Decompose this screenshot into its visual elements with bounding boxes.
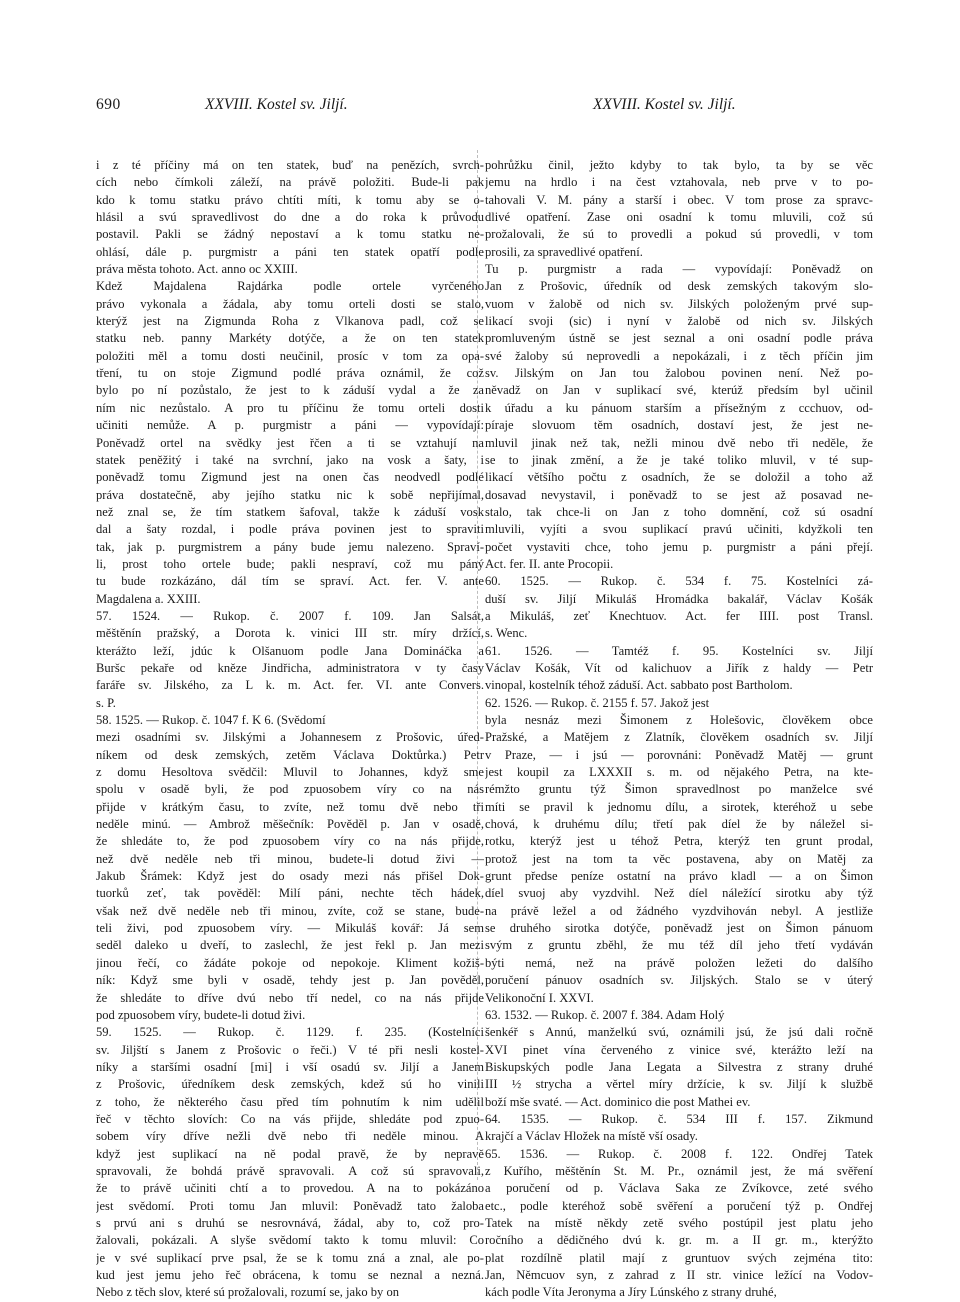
- text-line: likací většího počtu z osadních, že se doložil a toho až: [485, 470, 873, 485]
- text-line: Pražské, a Matějem z Zlatník, člověkem osadních sv. Jiljí: [485, 730, 873, 745]
- text-line: plat rozdílně platil mají z gruntuov svých zejména tito:: [485, 1250, 873, 1265]
- text-line: se druhého sirotka dotýče, poněvadž jest on Šimon pánuom: [485, 921, 873, 936]
- text-line: 59. 1525. — Rukop. č. 1129. f. 235. (Kostelníci: [96, 1025, 484, 1040]
- right-text-column: [485, 157, 873, 1302]
- text-line: likací svoji (sic) i nyní v žalobě od nich sv. Jilských: [485, 314, 873, 329]
- text-line: poněvadž tomu Zigmund jest na onen čas neodvedl podlé: [96, 470, 484, 485]
- text-line: Nebo z těch slov, které sú prožalovali, rozumí se, jako by on: [96, 1285, 400, 1300]
- text-line: 60. 1525. — Rukop. č. 534 f. 75. Kostelníci zá-: [485, 574, 873, 589]
- text-line: kterýž jest na Zigmunda Roha z Vlkanova padl, což se: [96, 314, 484, 329]
- text-line: práva města tohoto. Act. anno oc XXIII.: [96, 262, 298, 277]
- text-line: žalovali, pokázali. A slyše svědomí takto k tomu mluvil: Co: [96, 1233, 484, 1248]
- text-line: práva dostatečně, aby jejího statku nic k sobě nepřijímal,: [96, 487, 484, 502]
- text-line: jest koupil za LXXXII s. m. od nějakého Petra, na kte-: [485, 765, 873, 780]
- text-line: své žaloby sú neprovedli a nepokázali, i z těch příčin jim: [485, 348, 873, 363]
- text-line: 63. 1532. — Rukop. č. 2007 f. 384. Adam Holý: [485, 1007, 725, 1022]
- text-line: pod zpuosobem víry, budete-li dotud živi.: [96, 1007, 306, 1022]
- text-line: rémžto gruntu týž Šimon spravedlnost po manželce své: [485, 782, 873, 797]
- text-line: spravovali, že bohdá právě spravovali. A což sú spravovali,: [96, 1163, 484, 1178]
- text-line: sv. Jiljští s Janem z Prošovic o řeči.) V té při nesli kostel-: [96, 1042, 484, 1057]
- text-line: Jakub Šrámek: Když jest do osady mezi nás přišel Dok-: [96, 869, 484, 884]
- text-line: býti nemá, než na právě položen ležeti do dalšího: [485, 955, 873, 970]
- text-line: položiti měl a tomu dosti neučinil, prosíc v tom za opa-: [96, 348, 484, 363]
- text-line: jemu na hrdlo i na čest vztahovala, neb prve v to po-: [485, 175, 873, 190]
- text-line: šenkéř s Annú, manželkú svú, oznámili jsú, že jsú dali ročně: [485, 1025, 873, 1040]
- text-line: v Praze, — i jsú — porovnáni: Poněvadž Matěj — grunt: [485, 747, 873, 762]
- running-title-left: XXVIII. Kostel sv. Jiljí.: [205, 96, 348, 113]
- text-line: statku neb. panny Markéty dotýče, a že on ten statek: [96, 331, 484, 346]
- text-line: promluveným ústně se jest seznal a oni osadní podle práva: [485, 331, 873, 346]
- text-line: jinou řečí, co žádáte pokoje od nepokoje. Kliment kožiš-: [96, 955, 484, 970]
- text-line: stalo, tak chce-li on Jan z toho domnění, což sú osadní: [485, 504, 873, 519]
- text-line: se to jinak změní, a že je také toliko mluvil, v té sup-: [485, 452, 873, 467]
- text-line: vuom v žalobě od nich sv. Jilských položeným prvé sup-: [485, 296, 873, 311]
- text-line: míti se pravil k jednomu dílu, a sirotek, kteréhož u sebe: [485, 799, 873, 814]
- text-line: tření, tu on stoje Zigmund podlé práva oznámil, že což: [96, 366, 484, 381]
- text-line: právo vykonala a žádala, aby tomu orteli dosti se stalo,: [96, 296, 484, 311]
- text-line: Tu p. purgmistr a rada — vypovídají: Poněvadž on: [485, 262, 873, 277]
- text-line: jest svědomí. Proti tomu Jan mluvil: Poněvadž tato žaloba: [96, 1198, 484, 1213]
- text-line: z toho, že některého času před tím pohnutím k nim udělil: [96, 1094, 484, 1109]
- text-line: byla nesnáz mezi Šimonem z Holešovic, člověkem obce: [485, 713, 873, 727]
- text-line: s prvú ani s druhú se nesrovnává, žádal, aby to, což pro-: [96, 1215, 484, 1230]
- text-line: počet vystaviti chce, toho jemu p. purgmistr a páni přejí.: [485, 539, 873, 554]
- text-line: hlásil a svú spravedlivost do dne a do roka k průvodu: [96, 210, 484, 225]
- text-line: sobem víry dříve nežli dvě nebo tři neděle minou. A: [96, 1129, 484, 1144]
- text-line: faráře sv. Jilského, za L k. m. Act. fer. VI. ante Convers.: [96, 678, 484, 693]
- text-line: že shledáte to dříve dvú nebo tří nedel, co na nás přijde: [96, 990, 484, 1005]
- text-line: z Prošovic, úředníkem desk zemských, kdež sú ho vinili: [96, 1077, 484, 1092]
- page-number: 690: [96, 96, 121, 113]
- text-line: Poněvadž ortel na svědky jest řčen a ti se vztahují na: [96, 435, 484, 450]
- text-line: díel svuoj aby vyzdvihl. Než díel náležící sirotku aby týž: [485, 886, 873, 901]
- text-line: Jan z Prošovic, úředník od desk zemských takovým slo-: [485, 279, 873, 294]
- text-line: je v své suplikací prve psal, že se k tomu zná a znal, ale po-: [96, 1250, 484, 1265]
- text-line: dal a šaty rozdal, i podle práva povinen jest to spraviti: [96, 522, 484, 537]
- text-line: než znal se, že tím statkem šafoval, takže k záduší vosk: [96, 504, 484, 519]
- text-line: kách podle Víta Jeronyma a Jíry Lúnského z strany druhé,: [485, 1285, 777, 1300]
- text-line: kud jest jemu jeho řeč obrácena, k tomu se neznal a nezná.: [96, 1268, 484, 1282]
- text-line: mluvil jinak než tak, nežli minou dvě nebo tři neděle, že: [485, 435, 873, 450]
- text-line: svým z gruntu zběhl, že mu též díl jeho třetí vydáván: [485, 938, 873, 953]
- text-line: li, prost toho ortele bude; pakli nespraví, což mu páný: [96, 556, 484, 571]
- text-line: Magdalena a. XXIII.: [96, 591, 201, 606]
- text-line: prosili, za spravedlivé opatření.: [485, 244, 643, 259]
- text-line: prožalovali, že sú to provedli a pokud sú provedli, v tom: [485, 227, 873, 242]
- text-line: 61. 1526. — Tamtéž f. 95. Kostelníci sv. Jiljí: [485, 643, 873, 658]
- text-line: bylo po ní pozůstalo, že jest to k záduší vydal a že za: [96, 383, 484, 398]
- text-line: grunt předse peníze ostatní na právo kladl — a on Šimon: [485, 869, 873, 884]
- text-line: že shledáte to, že pod zpuosobem víry co na nás přijde,: [96, 834, 484, 849]
- text-line: teli živi, pod zpuosobem víry. — Mikuláš kovář: Já sem: [96, 921, 484, 936]
- text-line: 62. 1526. — Rukop. č. 2155 f. 57. Jakož jest: [485, 695, 710, 710]
- text-line: etc., podle kteréhož sobě svěření a poručení týž p. Ondřej: [485, 1198, 873, 1213]
- text-line: postavil. Pakli se žádný nepostaví a k tomu statku ne-: [96, 227, 484, 242]
- text-line: Václav Košák, Vít od kalichuov a Jiřík z haldy — Petr: [485, 660, 873, 675]
- text-line: ohlásí, dále p. purgmistr a páni ten statek opatří podle: [96, 244, 484, 259]
- text-line: protož jest na tom ta věc postavena, aby on Matěj za: [485, 851, 873, 866]
- text-line: Tatek na místě někdy zetě svého postúpil jest platu jeho: [485, 1215, 873, 1230]
- text-line: mluvili, vyjíti a svou suplikací pravú učiniti, kdyžkoli ten: [485, 522, 873, 537]
- text-line: měštěnín pražský, a Dorota k. vinici III str. míry držící,: [96, 626, 484, 641]
- text-line: 65. 1536. — Rukop. č. 2008 f. 122. Ondřej Tatek: [485, 1146, 873, 1161]
- text-line: sv. Jilským on Jan tou žalobou povinen není. Než po-: [485, 366, 873, 381]
- text-line: níky a staršími osadní [mi] i vší osadú sv. Jiljí a Janem: [96, 1059, 484, 1074]
- text-line: cích nebo čímkoli záleží, na právě položiti. Bude-li pak: [96, 175, 484, 190]
- text-line: 57. 1524. — Rukop. č. 2007 f. 109. Jan Salsát,: [96, 608, 484, 623]
- text-line: III ½ strycha a věrtel míry držície, k sv. Jiljí k službě: [485, 1077, 873, 1092]
- text-line: i z té příčiny má on ten statek, buď na penězích, svrch-: [96, 158, 484, 172]
- text-line: chová, k druhému dílu; třetí pak díel že by náležel si-: [485, 817, 873, 832]
- text-line: boží mše svaté. — Act. dominico die post Mathei ev.: [485, 1094, 751, 1109]
- text-line: než dvě neděle neb tři minou, budete-li dotud živi —: [96, 851, 484, 866]
- text-line: rotku, kterýž jest u téhož Petra, kterýž ten grunt prodal,: [485, 834, 873, 849]
- text-line: 64. 1535. — Rukop. č. 534 III f. 157. Zikmund: [485, 1111, 873, 1126]
- text-line: s. Wenc.: [485, 626, 528, 641]
- text-line: z Kuřího, měštěnín St. M. Pr., oznámil jest, že má svěření: [485, 1163, 873, 1178]
- text-line: seděl daleko u dveří, to zaslechl, že jest řekl p. Jan mezi: [96, 938, 484, 953]
- text-line: statek peněžitý i také na svrchní, jako na vosk a šaty, i: [96, 452, 484, 467]
- text-line: kdo k tomu statku právo chtíti míti, k tomu aby se o-: [96, 192, 484, 207]
- text-line: dosavad nevystavil, i poněvadž to se jest až posavad ne-: [485, 487, 873, 502]
- text-line: Velikonoční I. XXVI.: [485, 990, 594, 1005]
- text-line: Kdež Majdalena Rajdárka podle ortele vyrčeného: [96, 279, 484, 294]
- text-line: mezi osadními sv. Jilskými a Johannesem z Prošovic, úřed-: [96, 730, 484, 745]
- text-line: a Mikuláš, zeť Knechtuov. Act. fer IIII. post Transl.: [485, 608, 873, 623]
- running-title-right: XXVIII. Kostel sv. Jiljí.: [593, 96, 736, 113]
- text-line: poručení pánuov osadních sv. Jiljských. Stalo se v úterý: [485, 973, 873, 988]
- text-line: ročního a dědičného dvú k. gr. m. a II gr. m., kterýžto: [485, 1233, 873, 1248]
- text-line: tu bude rozkázáno, dál tím se spraví. Act. fer. V. ante: [96, 574, 484, 589]
- text-line: Jan, Němcuov syn, z zahrad z II str. vinice ležící na Vodov-: [485, 1268, 873, 1282]
- text-line: učiniti nemůže. A p. purgmistr a páni — vypovídají:: [96, 418, 484, 433]
- text-line: z domu Hesoltova svědčil: Mluvil to Johannes, když sme: [96, 765, 484, 780]
- text-line: dlivé opatření. Zase oni osadní k tomu mluvili, což sú: [485, 210, 873, 225]
- text-line: kterážto leží, jdúc k Olšanuom podle Jana Domináčka a: [96, 643, 484, 658]
- text-line: krajčí a Václav Hložek na místě vší osady.: [485, 1129, 698, 1144]
- text-line: níkem od desk zemských, zetěm Václava Doktůrka.) Petr: [96, 747, 484, 762]
- text-line: vinopal, kostelník téhož záduší. Act. sabbato post Bartholom.: [485, 678, 793, 693]
- text-line: Act. fer. II. ante Procopii.: [485, 556, 614, 571]
- text-line: tahovali V. M. pány a starší i obec. V tom prose za spravc-: [485, 192, 873, 207]
- text-line: když jest suplikací na ně podal pravě, že by nepravě: [96, 1146, 484, 1161]
- text-line: pohrůžku činil, ježto kdyby to tak bylo, ta by se věc: [485, 158, 873, 172]
- text-line: XVI pinet vína červeného z vinice své, kterážto leží na: [485, 1042, 873, 1057]
- text-line: něvadž on Jan v suplikací své, kterúž předsím byl učinil: [485, 383, 873, 398]
- text-line: ním nic nezůstalo. A pro tu příčinu že tomu orteli dosti: [96, 400, 484, 415]
- text-line: 58. 1525. — Rukop. č. 1047 f. K 6. (Svědomí: [96, 713, 326, 727]
- text-line: duší sv. Jiljí Mikuláš Hromádka bakalář, Václav Košák: [485, 591, 873, 606]
- text-line: tuorků zeť, tak pověděl: Milí páni, nechte těch hádek,: [96, 886, 484, 901]
- text-line: že to právě učiniti chtí a to provedou. A na to pokázáno: [96, 1181, 484, 1196]
- left-text-column: [96, 157, 484, 1302]
- text-line: neděle minú. — Ambrož měšečník: Pověděl p. Jan v osadě,: [96, 817, 484, 832]
- text-line: Biskupských podle Jana Legata a Silvestra z strany druhé: [485, 1059, 873, 1074]
- text-line: spolu v osadě byli, že pod zpuosobem víry co na nás: [96, 782, 484, 797]
- text-line: s. P.: [96, 695, 116, 710]
- text-line: píraje slovuom těm osadních, dostaví jest, že jest ne-: [485, 418, 873, 433]
- text-line: Buršc pekaře od kněze Jindřicha, administratora v ty časy: [96, 660, 484, 675]
- text-line: však než dvě neděle neb tři minou, zvíte, což se stane, bude-: [96, 903, 484, 918]
- text-line: a poručení od p. Václava Saka ze Zvíkovce, zeté svého: [485, 1181, 873, 1196]
- text-line: tak, jak p. purgmistrem a pány bude jemu nalezeno. Spraví-: [96, 539, 484, 554]
- text-line: na právě ležel a od žádného vyzdvihován nebyl. A jestliže: [485, 903, 873, 918]
- text-line: řeč v těchto slovích: Co na vás přijde, shledáte pod zpuo-: [96, 1111, 484, 1126]
- text-line: k úřadu a ku pánuom starším a přísežným z ccchuov, od-: [485, 400, 873, 415]
- text-line: ník: Když sme byli v osadě, tehdy jest p. Jan pověděl,: [96, 973, 484, 988]
- text-line: přijde v krátkým času, to zvíte, než tomu dvě nebo tři: [96, 799, 484, 814]
